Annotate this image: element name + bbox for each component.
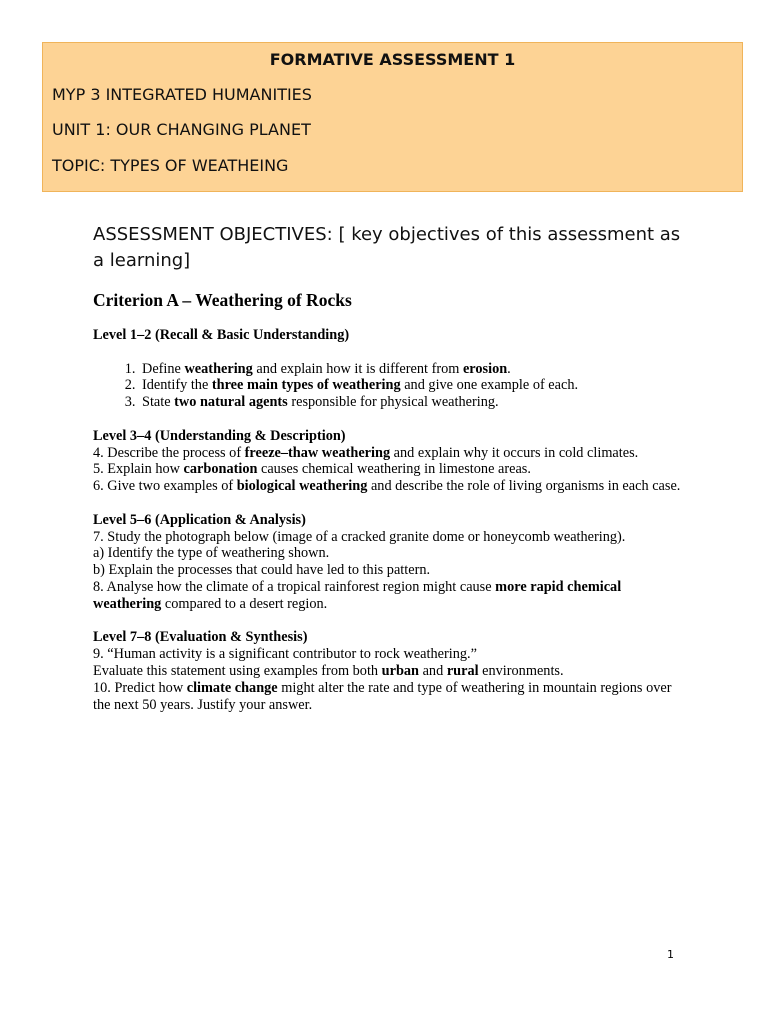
level-5-6-heading: Level 5–6 (Application & Analysis)	[93, 511, 306, 528]
assessment-title: FORMATIVE ASSESSMENT 1	[269, 50, 516, 69]
criterion-heading: Criterion A – Weathering of Rocks	[93, 290, 352, 310]
question-4: 4. Describe the process of freeze–thaw weathering and explain why it occurs in cold climates.	[93, 444, 639, 461]
question-7b: b) Explain the processes that could have led to this pattern.	[93, 562, 431, 579]
question-9: 9. “Human activity is a significant contributor to rock weathering.”	[93, 646, 477, 663]
level-3-4-heading: Level 3–4 (Understanding & Description)	[93, 427, 346, 444]
level-7-8-heading: Level 7–8 (Evaluation & Synthesis)	[93, 629, 308, 646]
list-item: 2. Identify the three main types of weathering and give one example of each.	[139, 377, 683, 394]
unit-title: UNIT 1: OUR CHANGING PLANET	[52, 120, 311, 139]
question-10: 10. Predict how climate change might alter the rate and type of weathering in mountain regions over the next 50 years. Justify your answer.	[93, 679, 672, 713]
question-7: 7. Study the photograph below (image of a cracked granite dome or honeycomb weathering).	[93, 528, 626, 545]
question-7a: a) Identify the type of weathering shown.	[93, 545, 330, 562]
objectives-heading: ASSESSMENT OBJECTIVES: [ key objectives of this assessment as a learning]	[93, 224, 681, 271]
course-title: MYP 3 INTEGRATED HUMANITIES	[52, 85, 312, 104]
question-8: 8. Analyse how the climate of a tropical rainforest region might cause more rapid chemical weathering compared to a desert region.	[93, 578, 622, 612]
questions-section	[93, 327, 683, 713]
list-item: 3. State two natural agents responsible for physical weathering.	[139, 394, 683, 411]
question-9-evaluate: Evaluate this statement using examples from both urban and rural environments.	[93, 662, 564, 679]
topic-title: TOPIC: TYPES OF WEATHEING	[52, 156, 289, 175]
page-number: 1	[667, 948, 674, 961]
list-item: 1. Define weathering and explain how it is different from erosion.	[139, 361, 683, 378]
question-6: 6. Give two examples of biological weathering and describe the role of living organisms in each case.	[93, 478, 681, 495]
header-box	[42, 42, 743, 192]
level-1-2-heading: Level 1–2 (Recall & Basic Understanding)	[93, 327, 350, 343]
recall-list	[93, 361, 683, 411]
question-5: 5. Explain how carbonation causes chemical weathering in limestone areas.	[93, 461, 531, 478]
